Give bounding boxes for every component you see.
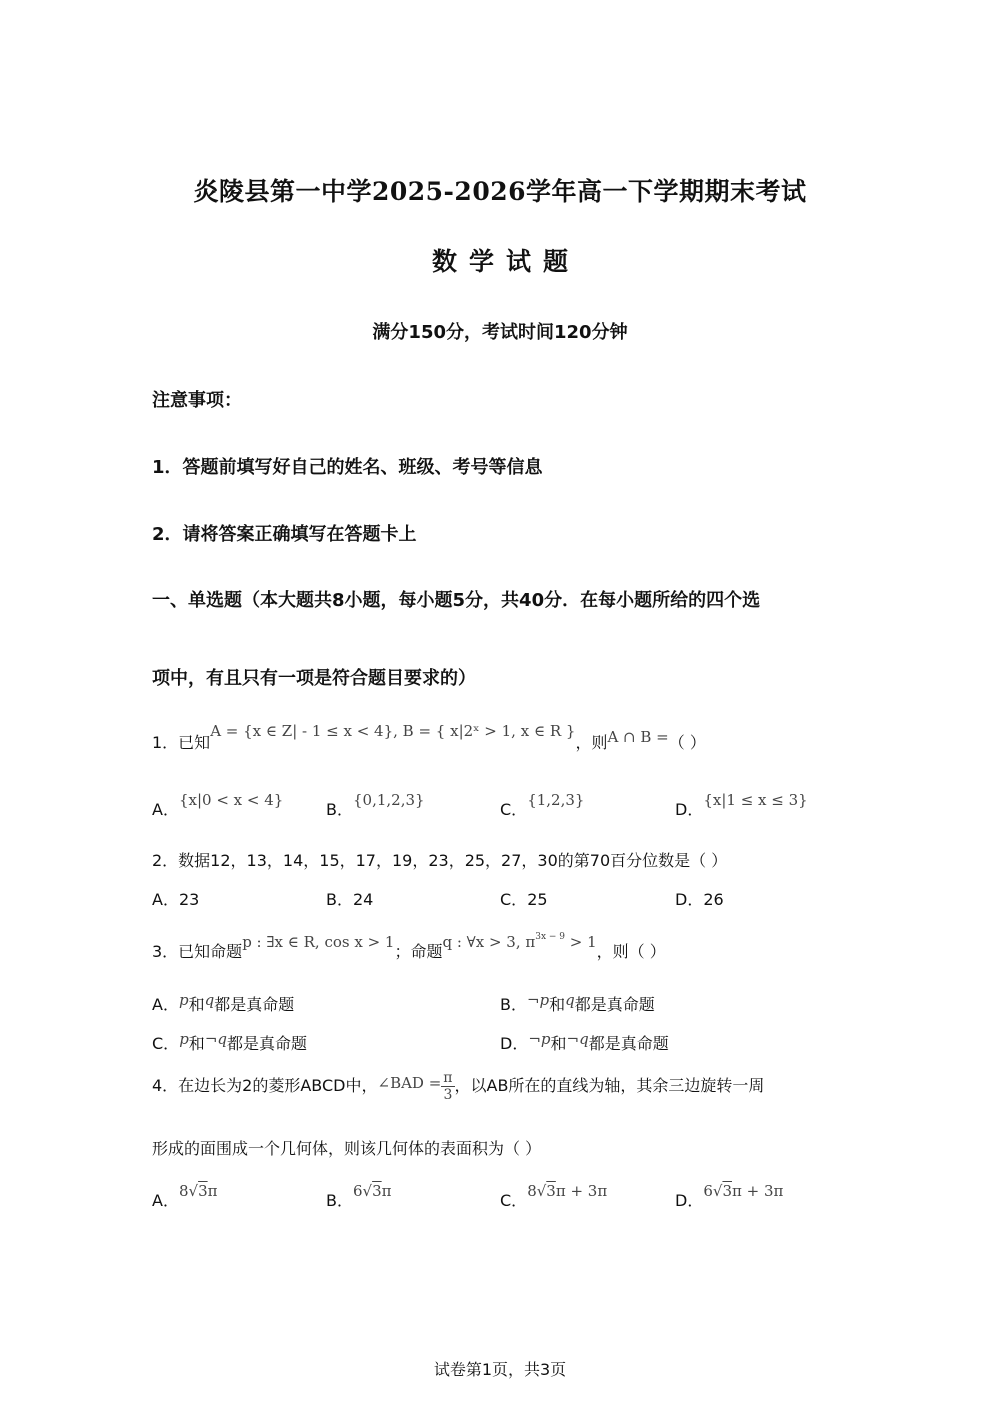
option-d [675, 887, 724, 910]
math-radicand: 3 [546, 1182, 556, 1200]
option-a: A．8√3π [152, 1182, 218, 1210]
math-expression [442, 933, 596, 951]
math-part: > 1 [565, 933, 597, 951]
notice-item: 1．答题前填写好自己的姓名、班级、考号等信息 [152, 457, 543, 478]
option-label: C． [500, 890, 528, 909]
math-expression: ∠BAD = [377, 1074, 442, 1092]
question-text: ，以AB所在的直线为轴，其余三边旋转一周 [454, 1076, 765, 1095]
question-text: 3．已知命题 [152, 942, 243, 961]
score-info: 满分150分，考试时间120分钟 [372, 322, 628, 343]
math-expression: A = {x ∈ Z| - 1 ≤ x < 4}, B = { x|2ˣ > 1, x ∈ R } [210, 722, 576, 740]
question-text: 1．已知 [152, 733, 211, 752]
math-radicand: 3 [372, 1182, 382, 1200]
option-label: D． [675, 1191, 704, 1210]
question-text: ，则（ ） [596, 942, 666, 961]
option-d [500, 1031, 669, 1054]
math-var: ¬q [204, 1030, 227, 1048]
option-label: B． [326, 890, 353, 909]
math-part: q : ∀x > 3, π [442, 933, 536, 951]
option-text: 都是真命题 [574, 995, 655, 1014]
option-text: 和 [549, 995, 566, 1014]
option-b: B．6√3π [326, 1182, 392, 1210]
option-text: 23 [178, 890, 200, 909]
question-4-cont: 形成的面围成一个几何体，则该几何体的表面积为（ ） [152, 1139, 542, 1158]
option-text: 和 [188, 995, 205, 1014]
option-c [500, 887, 548, 910]
option-b [500, 992, 655, 1015]
math-superscript: 3x − 9 [535, 932, 566, 942]
section-heading: 一、单选题（本大题共8小题，每小题5分，共40分．在每小题所给的四个选 [152, 590, 761, 611]
option-text: {0,1,2,3} [352, 791, 425, 809]
option-text: 都是真命题 [588, 1034, 669, 1053]
option-label: D． [675, 800, 704, 819]
subject-title: 数学试题 [431, 247, 580, 276]
option-c [152, 1031, 307, 1054]
option-d [675, 791, 808, 820]
fraction-numerator: π [443, 1070, 453, 1086]
question-text: ，则 [575, 733, 608, 752]
question-4 [152, 1070, 764, 1103]
option-text: {x|0 < x < 4} [178, 791, 284, 809]
notice-heading: 注意事项： [152, 390, 242, 411]
question-3 [152, 932, 666, 962]
option-label: C． [500, 1191, 528, 1210]
math-var: p [179, 1030, 189, 1048]
option-label: C． [500, 800, 528, 819]
fraction [441, 1070, 454, 1103]
math-part: π [381, 1182, 392, 1200]
option-label: B． [326, 1191, 353, 1210]
math-part: 6 [352, 1182, 363, 1200]
option-b [326, 887, 373, 910]
option-label: B． [500, 995, 527, 1014]
option-d: D．6√3π + 3π [675, 1182, 784, 1210]
math-radicand: 3 [198, 1182, 208, 1200]
math-var: q [204, 991, 215, 1009]
math-var: q [565, 991, 575, 1009]
question-text: ；命题 [394, 942, 443, 961]
option-label: B． [326, 800, 353, 819]
math-part: π + 3π [555, 1182, 608, 1200]
option-text: 都是真命题 [226, 1034, 307, 1053]
math-var: ¬p [526, 991, 550, 1009]
fraction-denominator: 3 [443, 1087, 453, 1103]
option-a [152, 992, 294, 1015]
question-text: 4．在边长为2的菱形ABCD中， [152, 1076, 378, 1095]
math-part: π + 3π [731, 1182, 784, 1200]
math-part: π [207, 1182, 218, 1200]
option-text: 和 [550, 1034, 567, 1053]
option-label: C． [152, 1034, 180, 1053]
option-text: 25 [527, 890, 548, 909]
math-radicand: 3 [722, 1182, 732, 1200]
option-label: D． [675, 890, 704, 909]
math-expression: p : ∃x ∈ R, cos x > 1 [242, 933, 395, 951]
option-a [152, 887, 199, 910]
option-label: A． [152, 1191, 179, 1210]
math-var: ¬p [528, 1030, 551, 1048]
option-text: 都是真命题 [214, 995, 295, 1014]
math-expression: A ∩ B = [607, 728, 669, 746]
option-a [152, 791, 284, 820]
math-var: p [178, 991, 189, 1009]
option-label: A． [152, 800, 179, 819]
question-text: （ ） [668, 733, 706, 752]
option-label: A． [152, 995, 179, 1014]
math-var: ¬q [566, 1030, 589, 1048]
exam-title: 炎陵县第一中学2025-2026学年高一下学期期末考试 [193, 177, 807, 206]
option-text: 24 [352, 890, 374, 909]
option-label: D． [500, 1034, 529, 1053]
math-part: 6 [703, 1182, 713, 1200]
page-footer: 试卷第1页，共3页 [433, 1360, 567, 1379]
question-1 [152, 722, 706, 753]
math-part: 8 [527, 1182, 537, 1200]
option-text: {x|1 ≤ x ≤ 3} [703, 791, 808, 809]
option-c [500, 791, 585, 820]
section-heading-cont: 项中，有且只有一项是符合题目要求的） [152, 668, 476, 689]
option-b [326, 791, 425, 820]
option-text: 26 [703, 890, 724, 909]
math-part: 8 [178, 1182, 189, 1200]
option-text: 和 [188, 1034, 205, 1053]
notice-item: 2．请将答案正确填写在答题卡上 [152, 524, 417, 545]
question-2: 2．数据12，13，14，15，17，19，23，25，27，30的第70百分位数是（ ） [152, 851, 728, 870]
option-c: C．8√3π + 3π [500, 1182, 608, 1210]
option-text: {1,2,3} [527, 791, 585, 809]
option-label: A． [152, 890, 179, 909]
